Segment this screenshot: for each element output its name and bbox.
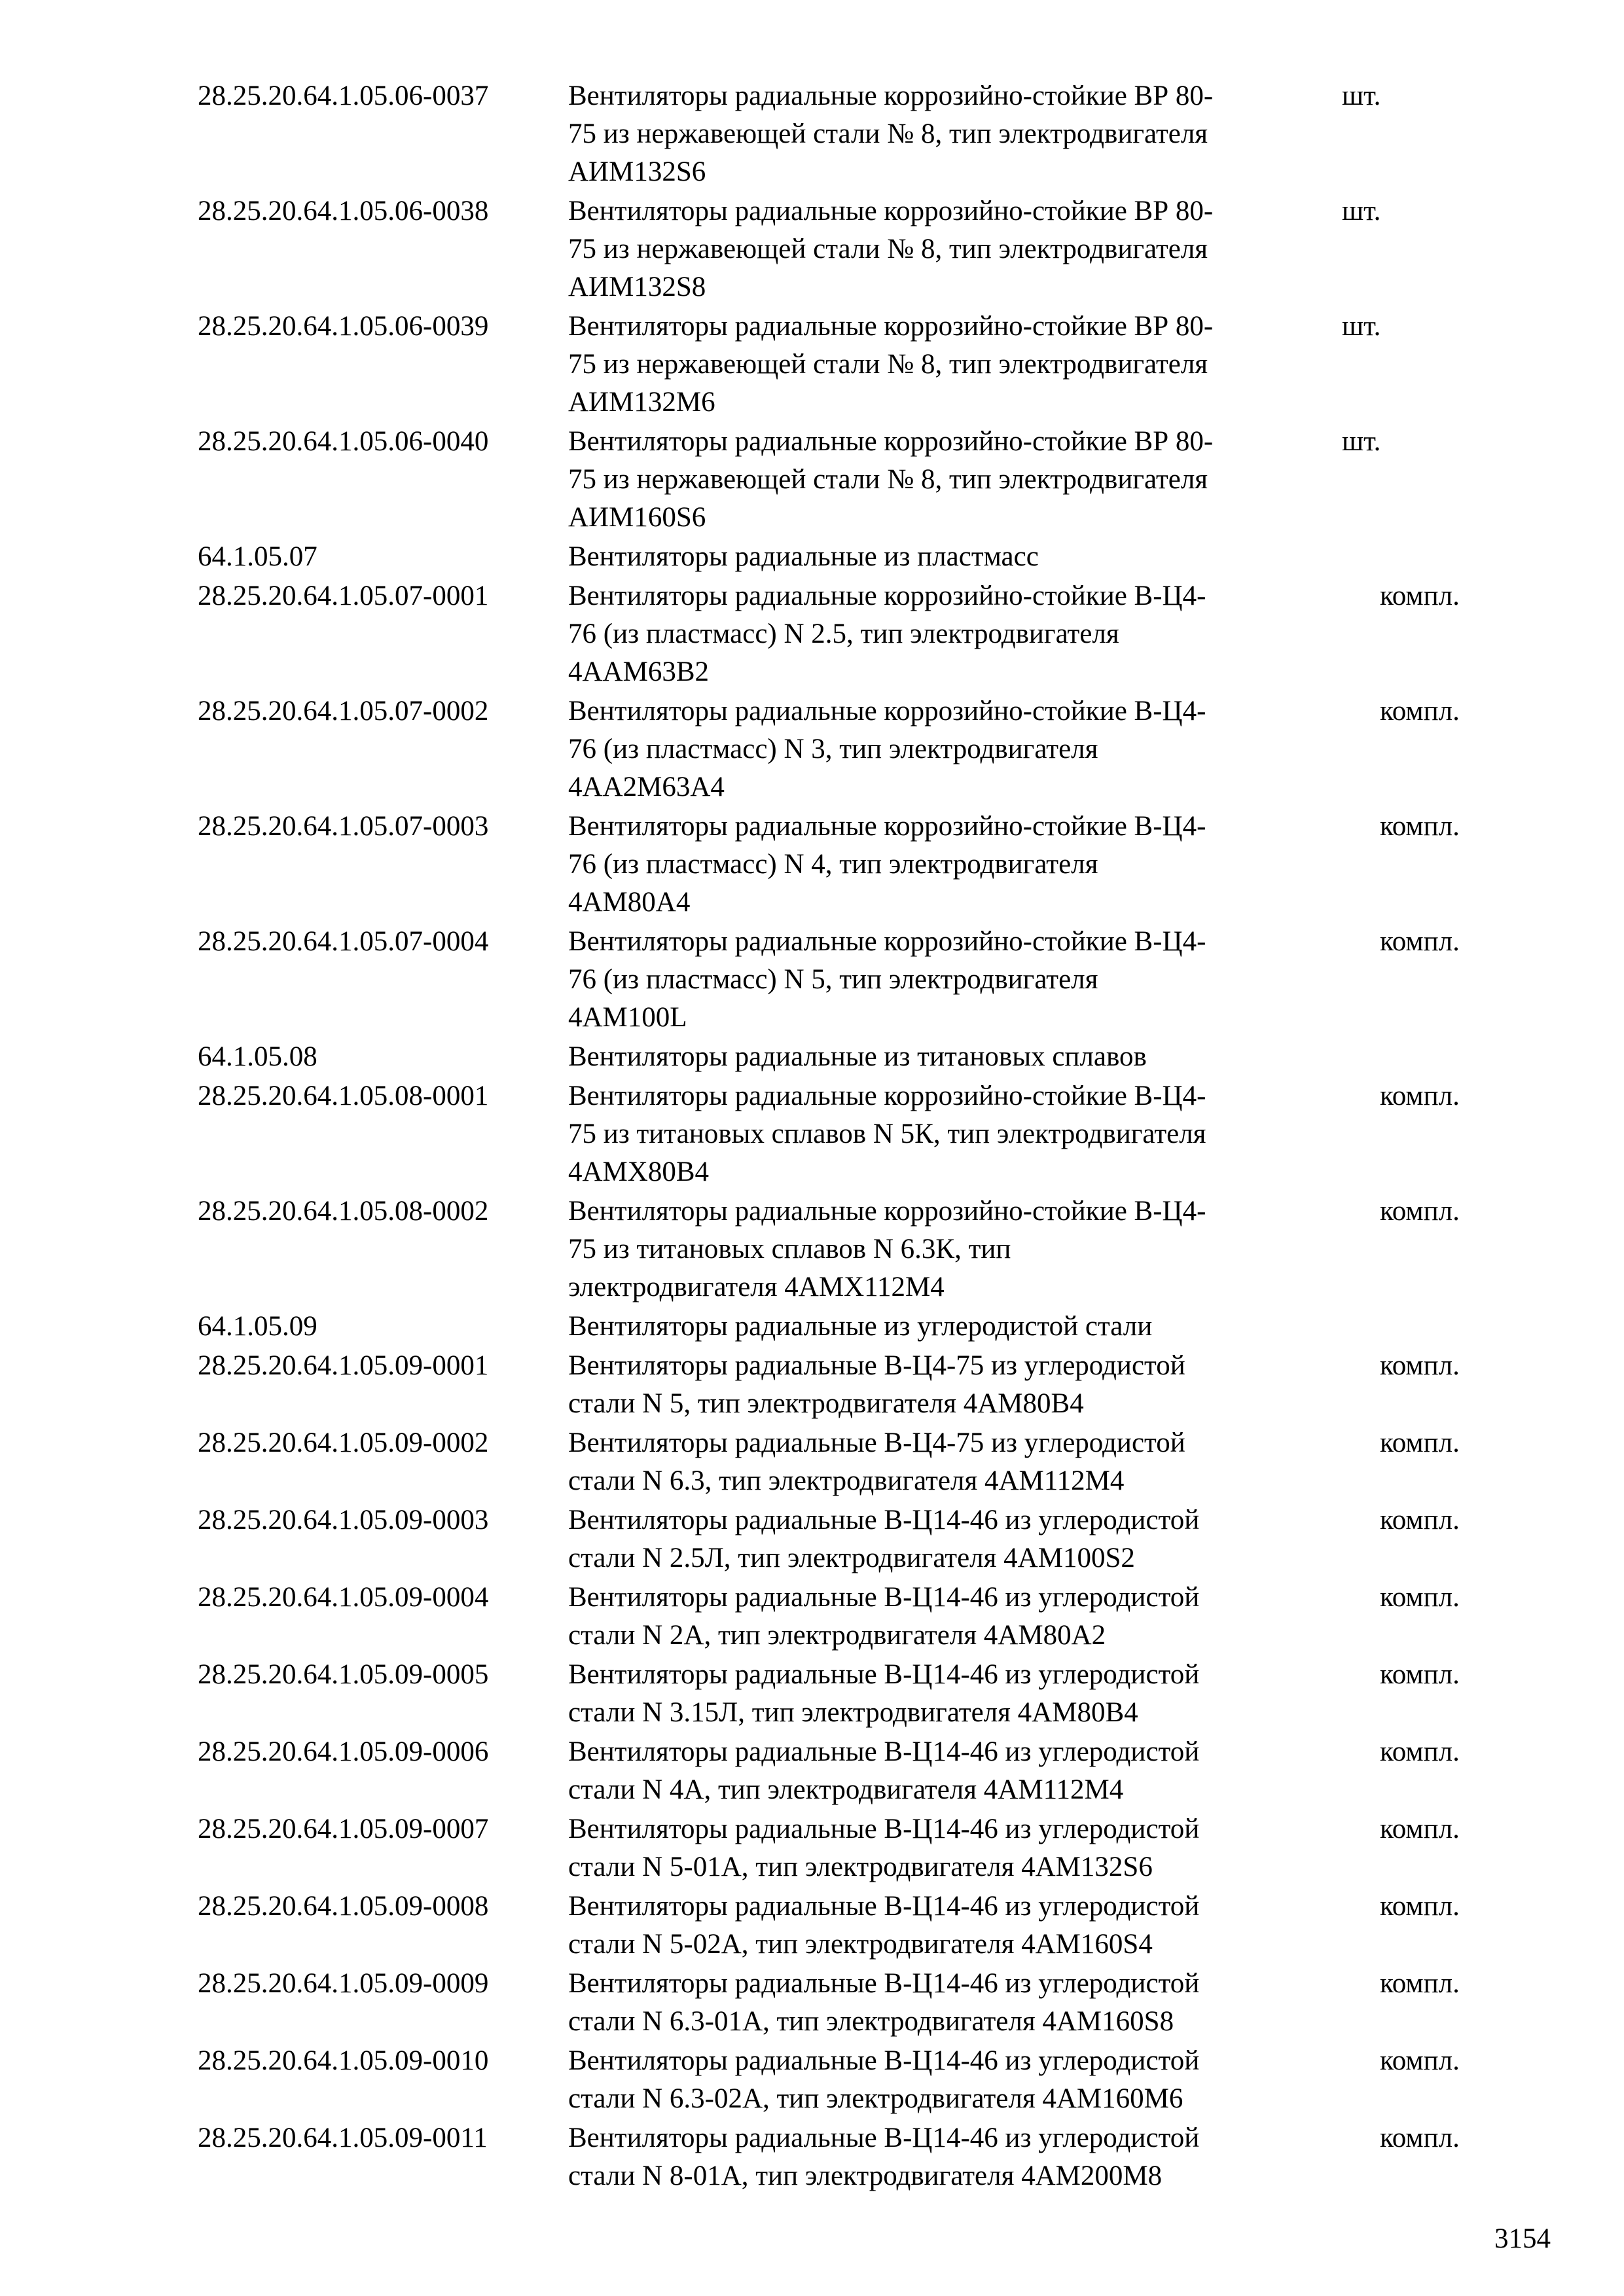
name-line: стали N 8-01А, тип электродвигателя 4АМ200М8 (568, 2161, 1163, 2191)
name-line: Вентиляторы радиальные коррозийно-стойкие В-Ц4- (568, 926, 1206, 957)
name-line: 76 (из пластмасс) N 2.5, тип электродвигателя (568, 619, 1119, 649)
resource-code: 28.25.20.64.1.05.09-0008 (198, 1891, 489, 1922)
table-row (0, 423, 1624, 537)
unit-of-measure: компл. (1380, 1350, 1460, 1381)
unit-of-measure: компл. (1380, 1196, 1460, 1227)
name-line: Вентиляторы радиальные коррозийно-стойкие В-Ц4- (568, 696, 1206, 726)
resource-code: 28.25.20.64.1.05.06-0037 (198, 81, 489, 111)
resource-code: 28.25.20.64.1.05.09-0005 (198, 1659, 489, 1690)
unit-of-measure: компл. (1380, 1505, 1460, 1535)
resource-name (568, 2119, 1327, 2195)
resource-name (568, 77, 1327, 191)
name-line: стали N 4А, тип электродвигателя 4АМ112М4 (568, 1774, 1124, 1805)
unit-of-measure: компл. (1380, 581, 1460, 611)
section-heading-row (0, 1038, 1624, 1076)
unit-of-measure: компл. (1380, 811, 1460, 842)
name-line: Вентиляторы радиальные В-Ц14-46 из углеродистой (568, 1814, 1200, 1844)
section-title (568, 1308, 1327, 1346)
table-row (0, 1810, 1624, 1886)
name-line: Вентиляторы радиальные из титановых сплавов (568, 1041, 1147, 1072)
name-line: электродвигателя 4АМХ112М4 (568, 1272, 945, 1302)
name-line: стали N 2.5Л, тип электродвигателя 4АМ100S2 (568, 1543, 1135, 1573)
name-line: АИМ132S6 (568, 156, 706, 187)
resource-name (568, 808, 1327, 922)
unit-of-measure: компл. (1380, 2045, 1460, 2076)
resource-code: 64.1.05.08 (198, 1041, 317, 1072)
name-line: Вентиляторы радиальные из углеродистой стали (568, 1311, 1153, 1342)
name-line: Вентиляторы радиальные В-Ц4-75 из углеродистой (568, 1427, 1185, 1458)
resource-name (568, 1733, 1327, 1809)
name-line: 4АМ100L (568, 1002, 687, 1033)
unit-of-measure: шт. (1342, 196, 1381, 226)
unit-of-measure: компл. (1380, 1659, 1460, 1690)
resource-code: 64.1.05.07 (198, 541, 317, 572)
resource-code: 64.1.05.09 (198, 1311, 317, 1342)
table-row (0, 577, 1624, 691)
section-title (568, 538, 1327, 576)
name-line: Вентиляторы радиальные коррозийно-стойкие ВР 80- (568, 81, 1214, 111)
resource-code: 28.25.20.64.1.05.08-0002 (198, 1196, 489, 1227)
section-title (568, 1038, 1327, 1076)
resource-code: 28.25.20.64.1.05.07-0003 (198, 811, 489, 842)
resource-code: 28.25.20.64.1.05.07-0002 (198, 696, 489, 726)
name-line: Вентиляторы радиальные из пластмасс (568, 541, 1039, 572)
table-row (0, 1888, 1624, 1964)
resource-name (568, 1810, 1327, 1886)
table-row (0, 808, 1624, 922)
resource-name (568, 1888, 1327, 1964)
resource-code: 28.25.20.64.1.05.06-0039 (198, 311, 489, 342)
table-row (0, 1347, 1624, 1423)
unit-of-measure: шт. (1342, 426, 1381, 457)
name-line: 76 (из пластмасс) N 3, тип электродвигателя (568, 734, 1098, 764)
resource-code: 28.25.20.64.1.05.09-0009 (198, 1968, 489, 1999)
unit-of-measure: компл. (1380, 1736, 1460, 1767)
unit-of-measure: компл. (1380, 1582, 1460, 1613)
name-line: Вентиляторы радиальные коррозийно-стойкие ВР 80- (568, 426, 1214, 457)
name-line: стали N 5-02А, тип электродвигателя 4АМ160S4 (568, 1929, 1153, 1960)
name-line: 4АА2М63А4 (568, 772, 725, 802)
resource-code: 28.25.20.64.1.05.09-0002 (198, 1427, 489, 1458)
name-line: 75 из титановых сплавов N 6.3К, тип (568, 1234, 1011, 1265)
name-line: стали N 2А, тип электродвигателя 4АМ80А2 (568, 1620, 1106, 1651)
name-line: Вентиляторы радиальные В-Ц14-46 из углеродистой (568, 1505, 1200, 1535)
name-line: стали N 3.15Л, тип электродвигателя 4АМ80В4 (568, 1697, 1138, 1728)
name-line: стали N 6.3, тип электродвигателя 4АМ112М4 (568, 1465, 1125, 1496)
page-number: 3154 (1494, 2223, 1551, 2254)
table-row (0, 1965, 1624, 2041)
table-row (0, 1424, 1624, 1500)
unit-of-measure: компл. (1380, 1081, 1460, 1111)
name-line: 75 из титановых сплавов N 5К, тип электродвигателя (568, 1119, 1206, 1149)
name-line: 75 из нержавеющей стали № 8, тип электродвигателя (568, 118, 1208, 149)
resource-code: 28.25.20.64.1.05.09-0007 (198, 1814, 489, 1844)
table-row (0, 692, 1624, 806)
name-line: Вентиляторы радиальные В-Ц14-46 из углеродистой (568, 2123, 1200, 2153)
table-row (0, 1077, 1624, 1191)
resource-code: 28.25.20.64.1.05.09-0001 (198, 1350, 489, 1381)
name-line: Вентиляторы радиальные коррозийно-стойкие В-Ц4- (568, 811, 1206, 842)
table-row (0, 923, 1624, 1037)
resource-code: 28.25.20.64.1.05.09-0010 (198, 2045, 489, 2076)
unit-of-measure: компл. (1380, 1814, 1460, 1844)
resource-name (568, 192, 1327, 306)
resource-code: 28.25.20.64.1.05.09-0006 (198, 1736, 489, 1767)
unit-of-measure: компл. (1380, 1891, 1460, 1922)
table-row (0, 308, 1624, 422)
name-line: Вентиляторы радиальные В-Ц14-46 из углеродистой (568, 1582, 1200, 1613)
unit-of-measure: компл. (1380, 2123, 1460, 2153)
name-line: АИМ132М6 (568, 387, 715, 418)
table-row (0, 1579, 1624, 1655)
resource-name (568, 692, 1327, 806)
unit-of-measure: компл. (1380, 696, 1460, 726)
table-row (0, 192, 1624, 306)
name-line: Вентиляторы радиальные В-Ц14-46 из углеродистой (568, 1968, 1200, 1999)
name-line: 76 (из пластмасс) N 4, тип электродвигателя (568, 849, 1098, 880)
table-row (0, 1733, 1624, 1809)
name-line: АИМ160S6 (568, 502, 706, 533)
resource-name (568, 1656, 1327, 1732)
name-line: Вентиляторы радиальные В-Ц4-75 из углеродистой (568, 1350, 1185, 1381)
unit-of-measure: компл. (1380, 926, 1460, 957)
resource-name (568, 423, 1327, 537)
table-row (0, 1193, 1624, 1306)
resource-name (568, 1347, 1327, 1423)
resource-code: 28.25.20.64.1.05.06-0040 (198, 426, 489, 457)
section-heading-row (0, 538, 1624, 576)
name-line: Вентиляторы радиальные В-Ц14-46 из углеродистой (568, 1736, 1200, 1767)
name-line: 4АМ80А4 (568, 887, 691, 918)
price-list-table (0, 77, 1624, 2197)
name-line: Вентиляторы радиальные коррозийно-стойкие В-Ц4- (568, 1196, 1206, 1227)
name-line: 75 из нержавеющей стали № 8, тип электродвигателя (568, 349, 1208, 380)
name-line: 4АМХ80В4 (568, 1157, 710, 1187)
name-line: стали N 6.3-02А, тип электродвигателя 4АМ160М6 (568, 2083, 1183, 2114)
name-line: стали N 5, тип электродвигателя 4АМ80В4 (568, 1388, 1084, 1419)
resource-name (568, 1579, 1327, 1655)
name-line: АИМ132S8 (568, 272, 706, 302)
resource-name (568, 308, 1327, 422)
resource-code: 28.25.20.64.1.05.07-0001 (198, 581, 489, 611)
resource-name (568, 1424, 1327, 1500)
resource-code: 28.25.20.64.1.05.06-0038 (198, 196, 489, 226)
table-row (0, 2042, 1624, 2118)
resource-code: 28.25.20.64.1.05.09-0011 (198, 2123, 488, 2153)
unit-of-measure: шт. (1342, 311, 1381, 342)
resource-code: 28.25.20.64.1.05.08-0001 (198, 1081, 489, 1111)
section-heading-row (0, 1308, 1624, 1346)
name-line: Вентиляторы радиальные коррозийно-стойкие ВР 80- (568, 311, 1214, 342)
resource-code: 28.25.20.64.1.05.09-0003 (198, 1505, 489, 1535)
resource-name (568, 1501, 1327, 1577)
table-row (0, 2119, 1624, 2195)
table-row (0, 77, 1624, 191)
name-line: 76 (из пластмасс) N 5, тип электродвигателя (568, 964, 1098, 995)
name-line: стали N 6.3-01А, тип электродвигателя 4АМ160S8 (568, 2006, 1174, 2037)
name-line: 4ААМ63В2 (568, 656, 710, 687)
resource-name (568, 1193, 1327, 1306)
resource-name (568, 1965, 1327, 2041)
table-row (0, 1656, 1624, 1732)
name-line: Вентиляторы радиальные коррозийно-стойкие В-Ц4- (568, 1081, 1206, 1111)
name-line: Вентиляторы радиальные В-Ц14-46 из углеродистой (568, 1659, 1200, 1690)
unit-of-measure: компл. (1380, 1968, 1460, 1999)
resource-name (568, 2042, 1327, 2118)
name-line: 75 из нержавеющей стали № 8, тип электродвигателя (568, 234, 1208, 264)
unit-of-measure: компл. (1380, 1427, 1460, 1458)
resource-name (568, 577, 1327, 691)
resource-code: 28.25.20.64.1.05.07-0004 (198, 926, 489, 957)
resource-name (568, 1077, 1327, 1191)
resource-code: 28.25.20.64.1.05.09-0004 (198, 1582, 489, 1613)
name-line: Вентиляторы радиальные В-Ц14-46 из углеродистой (568, 2045, 1200, 2076)
name-line: Вентиляторы радиальные В-Ц14-46 из углеродистой (568, 1891, 1200, 1922)
unit-of-measure: шт. (1342, 81, 1381, 111)
resource-name (568, 923, 1327, 1037)
table-row (0, 1501, 1624, 1577)
name-line: Вентиляторы радиальные коррозийно-стойкие В-Ц4- (568, 581, 1206, 611)
name-line: Вентиляторы радиальные коррозийно-стойкие ВР 80- (568, 196, 1214, 226)
name-line: стали N 5-01А, тип электродвигателя 4АМ132S6 (568, 1852, 1153, 1882)
name-line: 75 из нержавеющей стали № 8, тип электродвигателя (568, 464, 1208, 495)
